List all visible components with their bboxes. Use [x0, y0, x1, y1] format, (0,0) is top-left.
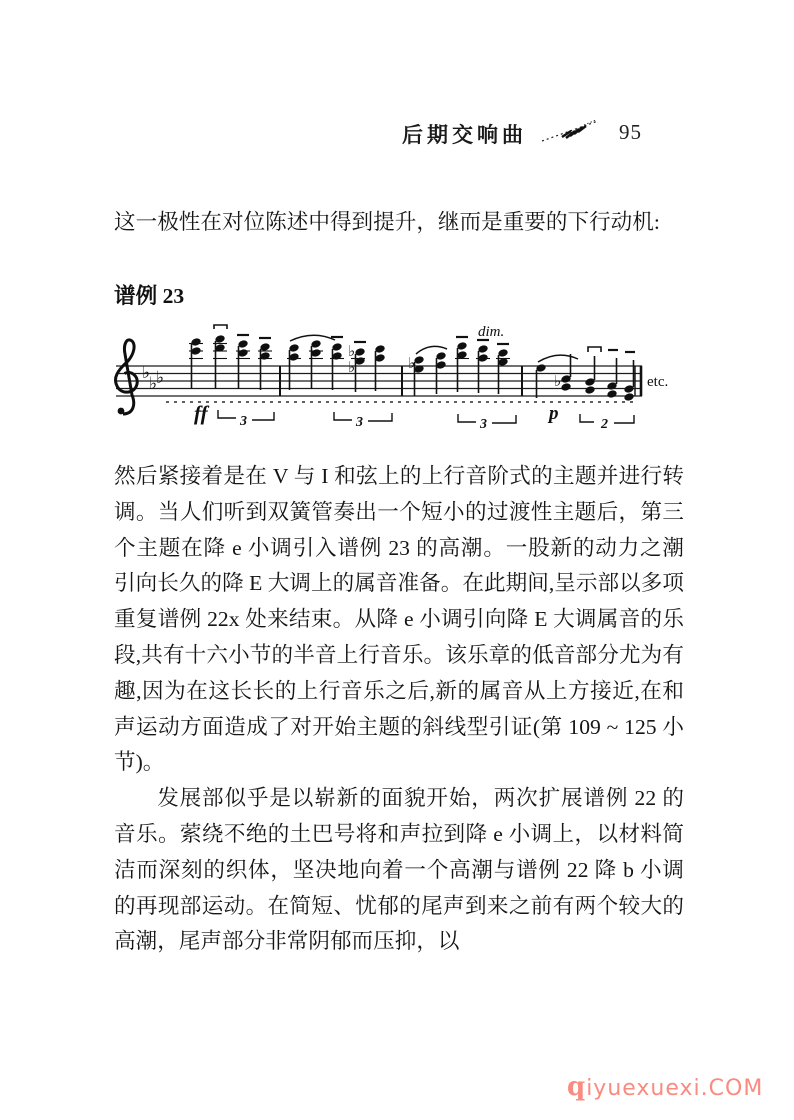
- music-score: [106, 316, 688, 450]
- triplet-number-3: 3: [480, 417, 487, 432]
- paragraph-intro: 这一极性在对位陈述中得到提升，继而是重要的下行动机:: [114, 210, 660, 234]
- accidental-flats-bar2: [348, 344, 355, 376]
- treble-clef-icon: [115, 340, 137, 415]
- svg-text:♭: ♭: [142, 363, 151, 382]
- watermark-initial: q: [567, 1072, 587, 1102]
- site-watermark: [567, 1072, 763, 1102]
- dim-marking: dim.: [478, 324, 505, 340]
- accidental-flat-bar3: ♭: [408, 356, 416, 372]
- score-example-label: 谱例 23: [114, 284, 185, 308]
- triplet-bracket-3: [458, 414, 516, 423]
- running-head-title: 后期交响曲: [402, 123, 527, 147]
- dynamic-p: p: [549, 403, 559, 424]
- flourish-icon: [540, 116, 602, 144]
- page-number: 95: [619, 120, 642, 144]
- triplet-number-2: 3: [356, 415, 363, 430]
- paragraph-analysis: 然后紧接着是在 V 与 I 和弦上的上行音阶式的主题并进行转调。当人们听到双簧管奏出一个短小的过渡性主题后，第三个主题在降 e 小调引入谱例 23 的高潮。一股新的动力之潮引向长久的降 E 大调上的属音准备。在此期间,呈示部以多项重复谱例 22x 处来结束。从降 e 小调引向降 E 大调属音的乐段,共有十六小节的半音上行音乐。该乐章的低音部分尤为有趣,因为在这长长的上行音乐之后,新的属音从上方接近,在和声运动方面造成了对开始主题的斜线型引证(第 109 ~ 125 小节)。: [114, 464, 684, 775]
- etc-label: etc.: [647, 374, 669, 390]
- svg-text:♭: ♭: [348, 344, 356, 360]
- triplet-number-1: 3: [240, 414, 247, 429]
- svg-text:♭: ♭: [156, 368, 165, 387]
- watermark-domain: iyuexuexi.COM: [586, 1076, 764, 1101]
- dynamic-ff: ff: [194, 401, 208, 425]
- accidental-flat-bar4: ♭: [554, 374, 562, 390]
- svg-text:♭: ♭: [149, 374, 158, 393]
- svg-text:♭: ♭: [348, 360, 356, 376]
- paragraph-development: 发展部似乎是以崭新的面貌开始，两次扩展谱例 22 的音乐。萦绕不绝的土巴号将和声拉到降 e 小调上，以材料简洁而深刻的织体，坚决地向着一个高潮与谱例 22 降 b 小调的再现部运动。在简短、忧郁的尾声到来之前有两个较大的高潮，尾声部分非常阴郁而压抑，以: [114, 786, 684, 954]
- body-text: [114, 459, 684, 960]
- duplet-number: 2: [601, 417, 608, 432]
- note-group-2: [287, 335, 386, 392]
- note-group-1: [189, 325, 272, 390]
- triplet-bracket-2: [334, 412, 392, 421]
- note-group-4: [535, 347, 635, 402]
